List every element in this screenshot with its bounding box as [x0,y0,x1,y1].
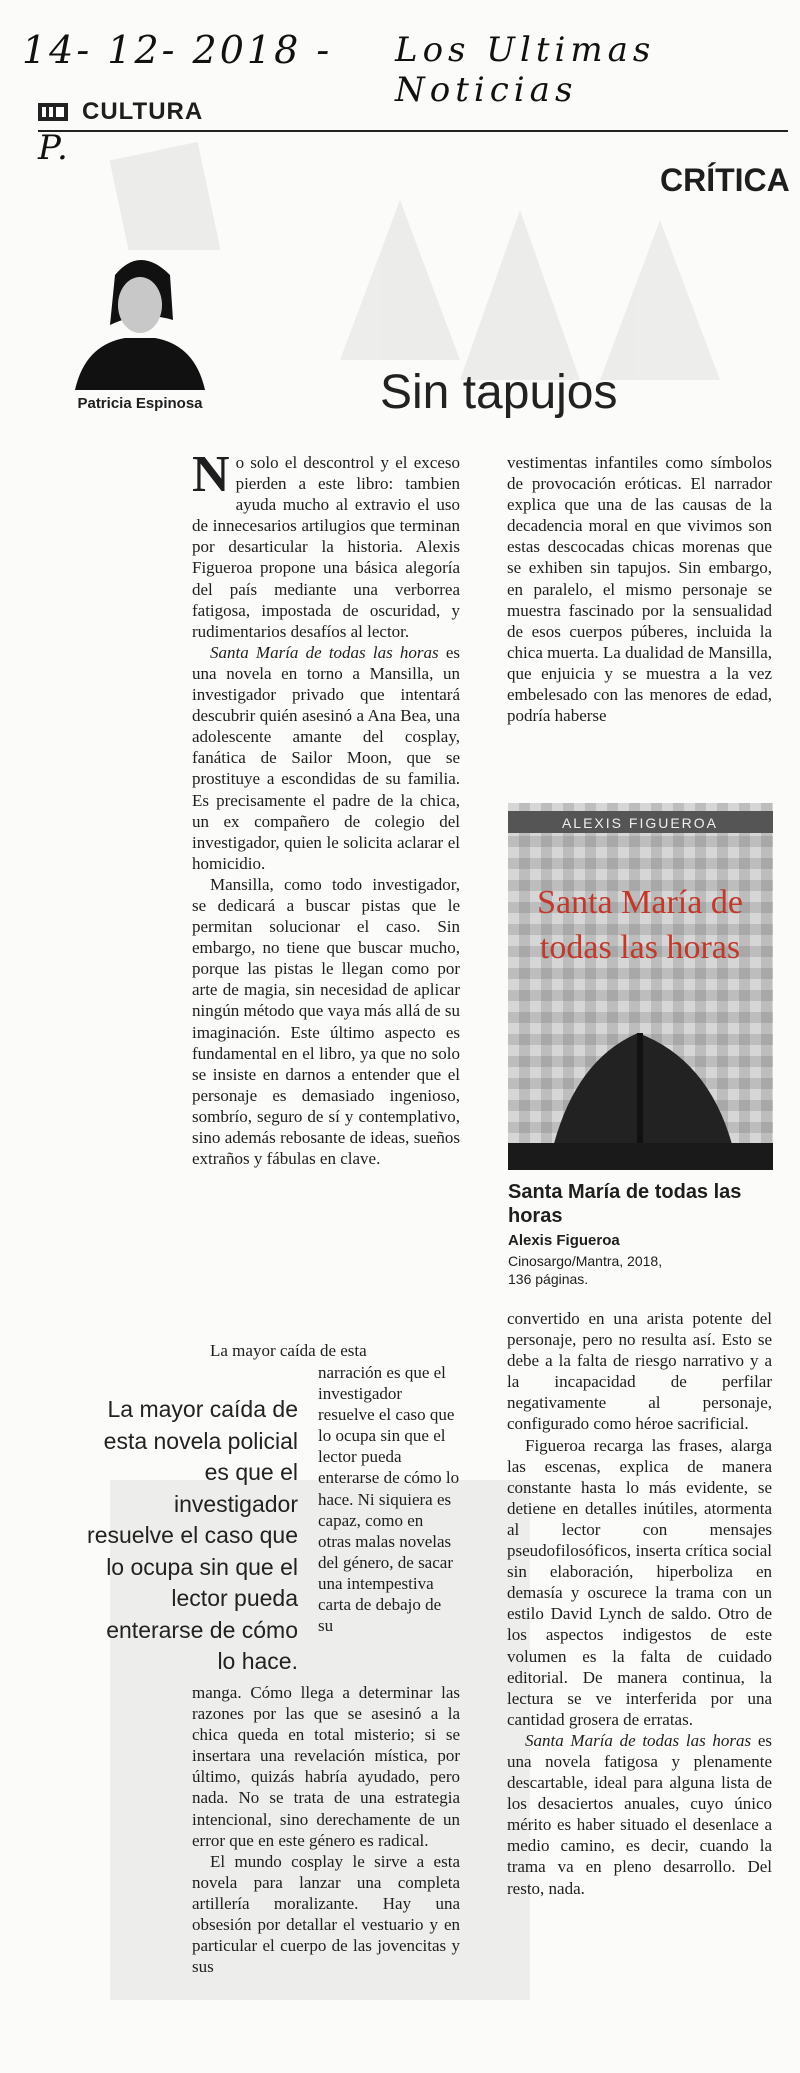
pull-quote-line: La mayor caída de [107,1396,298,1422]
article-column-2 [507,452,772,726]
paragraph: Mansilla, como todo investigador, se dedicará a buscar pistas que le permitan solucionar el caso. Sin embargo, no tiene que buscar mucho, porque las pistas le llegan como por arte de magia, sin necesidad de aplicar ningún método que vaya más allá de su imaginación. Este último aspecto es fundamental en el libro, ya que no solo se insiste en darnos a entender que el personaje es demasiado ingenioso, sombrío, seguro de sí y contemplativo, sino además rebosante de ideas, sueños extraños y fábulas en clave. [192,874,460,1169]
paragraph: Santa María de todas las horas es una novela fatigosa y plenamente descartable, ideal para alguna lista de los desaciertos anuales, cuyo único mérito es haber situado el desenlace a medio camino, es decir, cuando la trama va en pleno desarrollo. Del resto, nada. [507,1730,772,1898]
pull-quote-line: esta novela policial [103,1427,298,1454]
pull-quote-line: lector pueda [171,1585,298,1611]
paragraph: convertido en una arista potente del personaje, pero no resulta así. Esto se debe a la falta de riesgo narrativo y a la incapacidad de perfilar negativamente al personaje, configurado como héroe sacrificial. [507,1309,772,1434]
pull-quote-line: resuelve el caso que [87,1522,298,1548]
handwritten-source: Los Ultimas Noticias [395,30,656,110]
article-column-1-lower [192,1682,460,1977]
newspaper-logo-icon [38,101,68,123]
handwritten-date: 14- 12- 2018 - [22,28,333,72]
book-title-ref: Santa María de todas las horas [210,642,439,662]
paragraph: Figueroa recarga las frases, alarga las escenas, explica de manera constante hasta lo más evidente, se detiene en detalles inútiles, atormenta al lector con mensajes pseudofilosóficos, inserta crítica social sin elaboración, hiperboliza en demasía y oscurece la trama con un estilo David Lynch de saldo. Otro de los aspectos indigestos de este volumen es la falta de cuidado editorial. De manera continua, la lectura se ve interferida por una cantidad grosera de erratas. [507,1435,772,1729]
drop-cap: N [192,446,230,503]
author-photo [55,250,225,390]
pull-quote-line: lo ocupa sin que el [106,1553,298,1580]
book-pages: 136 páginas. [508,1271,589,1287]
book-publisher: Cinosargo/Mantra, 2018, [508,1253,663,1269]
pull-quote [80,1394,298,1678]
article-column-1 [192,446,460,1169]
category-label: CRÍTICA [660,162,790,198]
book-title: Santa María de todas las horas [508,1181,742,1227]
book-title-ref: Santa María de todas las horas [525,1730,752,1750]
author-name: Patricia Espinosa [77,395,203,412]
headline: Sin tapujos [380,366,618,419]
paragraph: manga. Cómo llega a determinar las razones por las que se asesinó a la chica queda en total misterio; si se insertara una revelación mística, por último, quizás habría ayudado, pero nada. No se trata de una estrategia intencional, sino derechamente de un error que en este género es radical. [192,1683,460,1850]
cover-title-line: todas las horas [539,929,741,966]
pull-quote-line: es que el [204,1459,298,1485]
pull-quote-line: enterarse de cómo [106,1616,298,1643]
section-title: CULTURA [82,98,204,125]
handwritten-mark: P. [38,128,71,168]
paragraph-lead: La mayor caída de esta [210,1341,367,1360]
book-cover-image [508,803,773,1170]
paragraph: vestimentas infantiles como símbolos de provocación eróticas. El narrador explica que una de las causas de la decadencia moral en que vivimos son estas descocadas chicas morenas que se exhiben sin tapujos. Sin embargo, en paralelo, el mismo personaje se muestra fascinado por la sensualidad de esos cuerpos púberes, incluida la chica muerta. La dualidad de Mansilla, que enjuicia y se muestra a la vez embelesado con las menores de edad, podría haberse [507,453,772,726]
article-column-2-lower [507,1308,772,1899]
pull-quote-line: lo hace. [217,1648,298,1674]
section-divider [38,130,788,132]
paragraph: Santa María de todas las horas es una novela en torno a Mansilla, un investigador privado que intentará descubrir quién asesinó a Ana Bea, una adolescente amante del cosplay, fanática de Sailor Moon, que se prostituye a escondidas de su familia. Es precisamente el padre de la chica, un ex compañero de colegio del investigador, quien le solicita aclarar el homicidio. [192,642,460,873]
cover-title-line: Santa María de [537,884,743,921]
pull-quote-line: investigador [173,1490,298,1517]
paragraph: No solo el descontrol y el exceso pierden a este libro: tambien ayuda mucho al extravio el uso de innecesarios artilugios que terminan por desarticular la historia. Alexis Figueroa propone una básica alegoría del país mediante una verborrea fatigosa, impostada de oscuridad, y rudimentarios desafíos al lector. [192,446,460,641]
cover-author: ALEXIS FIGUEROA [561,815,719,831]
book-publication-info [508,1252,773,1288]
paragraph: El mundo cosplay le sirve a esta novela para lanzar una completa artillería moralizante. Hay una obsesión por detallar el vestuario y en particular el cuerpo de las jovencitas y sus [192,1851,460,1977]
paragraph-narrow: narración es que el investigador resuelve el caso que lo ocupa sin que el lector pueda enterarse de cómo lo hace. Ni siquiera es capaz, como en otras malas novelas del género, de sacar una intempestiva carta de debajo de su [318,1363,460,1636]
book-author: Alexis Figueroa [508,1232,620,1249]
